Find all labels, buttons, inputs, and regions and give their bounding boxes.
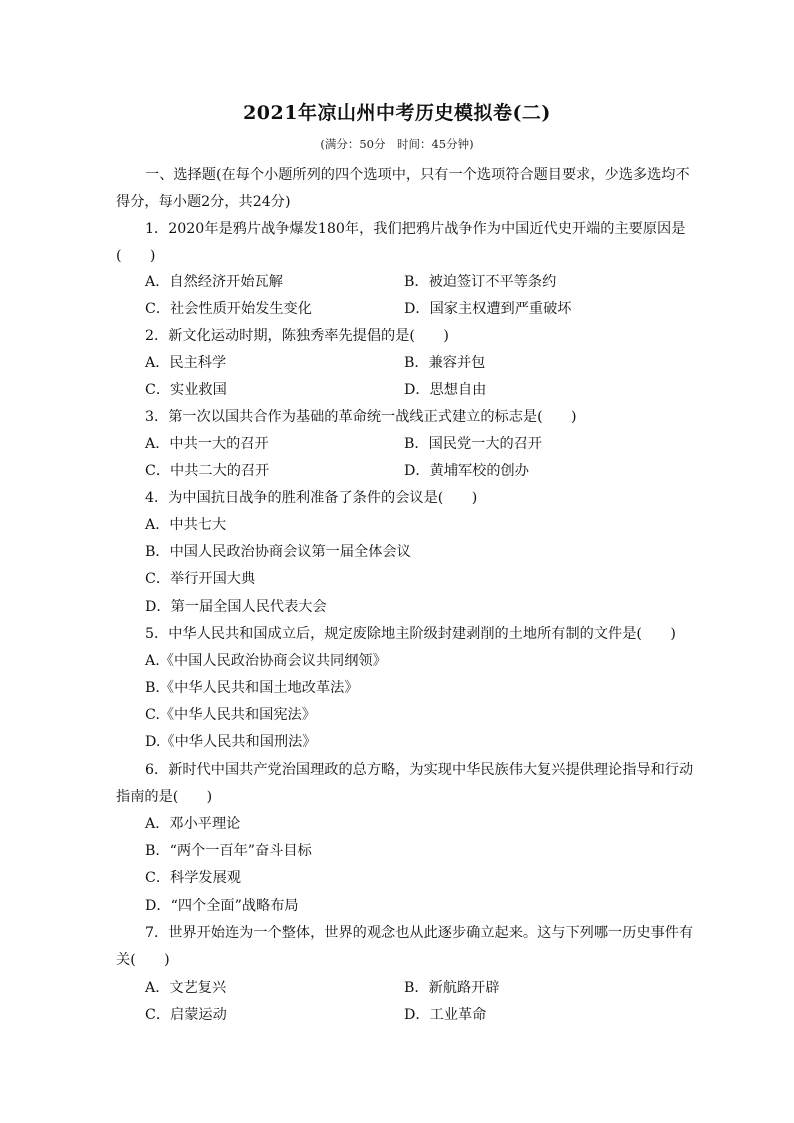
- question-3-stem: 3．第一次以国共合作为基础的革命统一战线正式建立的标志是( ): [145, 409, 577, 425]
- question-4-option-a: A．中共七大: [145, 517, 227, 533]
- question-5-option-a: A.《中国人民政治协商会议共同纲领》: [145, 653, 387, 669]
- question-3-option-b: B．国民党一大的召开: [404, 436, 543, 452]
- question-7-option-b: B．新航路开辟: [404, 980, 500, 996]
- question-4-option-c: C．举行开国大典: [145, 571, 256, 587]
- section-instructions-line-2: 得分，每小题2分，共24分): [116, 194, 291, 210]
- question-3-option-c: C．中共二大的召开: [145, 463, 270, 479]
- question-2-option-d: D．思想自由: [404, 382, 487, 398]
- question-7-stem-continued: 关( ): [116, 952, 170, 968]
- question-4-stem: 4．为中国抗日战争的胜利准备了条件的会议是( ): [145, 490, 478, 506]
- question-7-option-c: C．启蒙运动: [145, 1007, 227, 1023]
- page-title: 2021年凉山州中考历史模拟卷(二): [243, 102, 551, 124]
- question-1-option-d: D．国家主权遭到严重破坏: [404, 301, 572, 317]
- question-4-option-d: D．第一届全国人民代表大会: [145, 599, 327, 615]
- question-1-answer-blank: ( ): [116, 248, 156, 264]
- question-1-option-b: B．被迫签订不平等条约: [404, 274, 557, 290]
- question-5-option-c: C.《中华人民共和国宪法》: [145, 707, 316, 723]
- question-7-option-d: D．工业革命: [404, 1007, 487, 1023]
- question-2-option-a: A．民主科学: [145, 355, 227, 371]
- question-3-option-d: D．黄埔军校的创办: [404, 463, 529, 479]
- section-instructions-line-1: 一、选择题(在每个小题所列的四个选项中，只有一个选项符合题目要求，少选多选均不: [145, 167, 690, 183]
- question-6-option-c: C．科学发展观: [145, 870, 241, 886]
- question-4-option-b: B．中国人民政治协商会议第一届全体会议: [145, 544, 411, 560]
- question-1-stem: 1．2020年是鸦片战争爆发180年，我们把鸦片战争作为中国近代史开端的主要原因是: [145, 221, 686, 237]
- question-5-option-d: D.《中华人民共和国刑法》: [145, 734, 317, 750]
- question-6-option-a: A．邓小平理论: [145, 816, 241, 832]
- question-7-option-a: A．文艺复兴: [145, 980, 227, 996]
- question-2-stem: 2．新文化运动时期，陈独秀率先提倡的是( ): [145, 328, 449, 344]
- question-6-stem-continued: 指南的是( ): [116, 789, 213, 805]
- question-7-stem: 7．世界开始连为一个整体，世界的观念也从此逐步确立起来。这与下列哪一历史事件有: [145, 925, 694, 941]
- score-time-note: (满分：50分 时间：45分钟): [320, 137, 474, 151]
- question-5-stem: 5．中华人民共和国成立后，规定废除地主阶级封建剥削的土地所有制的文件是( ): [145, 626, 676, 642]
- question-6-option-b: B．“两个一百年”奋斗目标: [145, 843, 312, 859]
- question-3-option-a: A．中共一大的召开: [145, 436, 269, 452]
- question-5-option-b: B.《中华人民共和国土地改革法》: [145, 680, 359, 696]
- question-1-option-a: A．自然经济开始瓦解: [145, 274, 283, 290]
- question-6-option-d: D．“四个全面”战略布局: [145, 898, 299, 914]
- question-6-stem: 6．新时代中国共产党治国理政的总方略，为实现中华民族伟大复兴提供理论指导和行动: [145, 762, 694, 778]
- question-1-option-c: C．社会性质开始发生变化: [145, 301, 312, 317]
- question-2-option-b: B．兼容并包: [404, 355, 486, 371]
- question-2-option-c: C．实业救国: [145, 382, 227, 398]
